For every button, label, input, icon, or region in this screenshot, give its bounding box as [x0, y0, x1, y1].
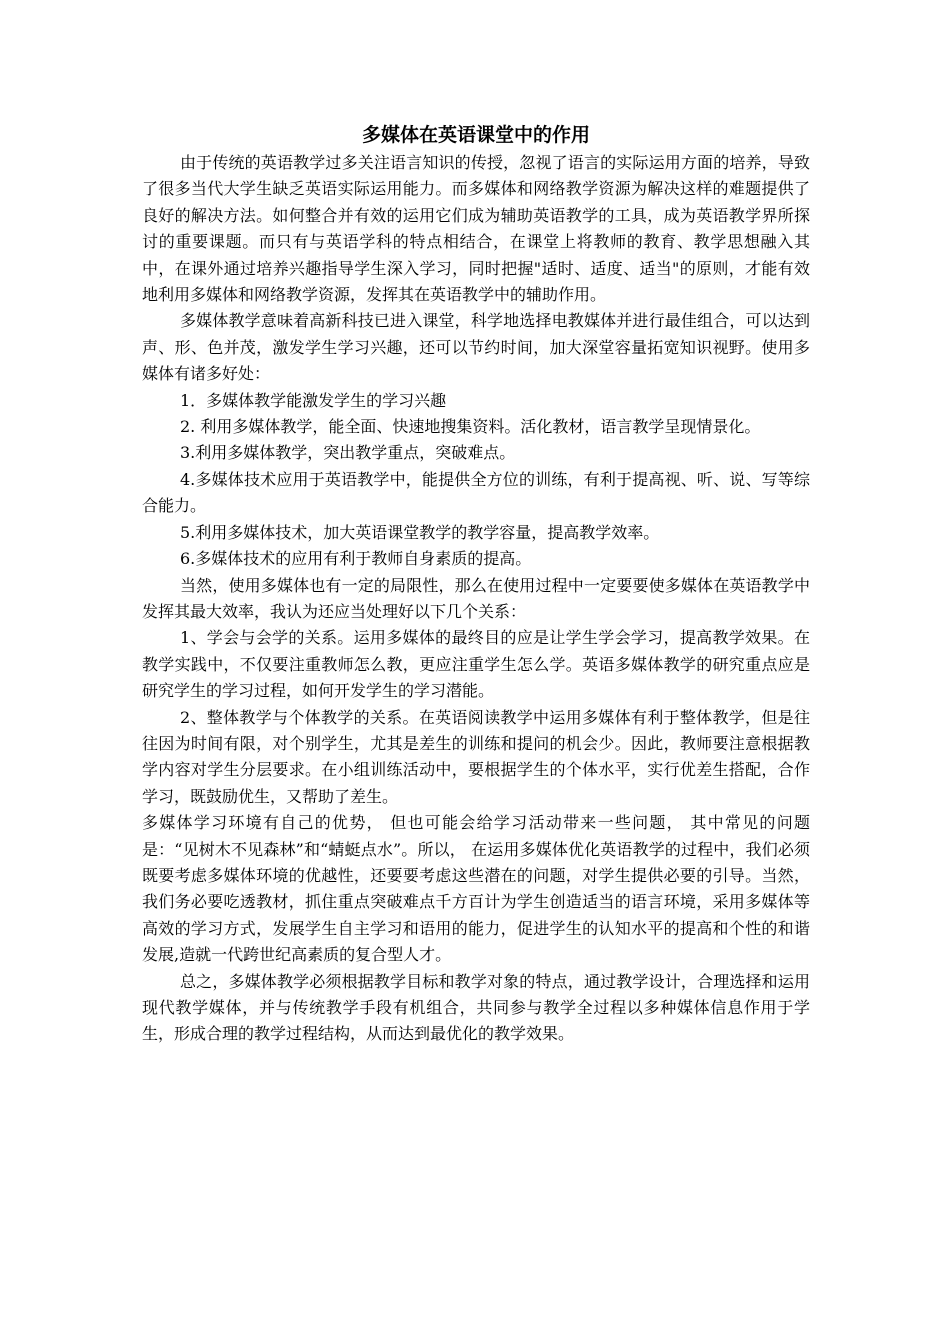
paragraph-benefits-intro: 多媒体教学意味着高新科技已进入课堂，科学地选择电教媒体并进行最佳组合，可以达到声、形、色并茂，激发学生学习兴趣，还可以节约时间，加大深堂容量拓宽知识视野。使用多媒体有诸多好处： [142, 311, 810, 384]
list-item-benefit-6: 6.多媒体技术的应用有利于教师自身素质的提高。 [180, 549, 532, 569]
paragraph-conclusion: 总之，多媒体教学必须根据教学目标和教学对象的特点，通过教学设计，合理选择和运用现代教学媒体，并与传统教学手段有机组合，共同参与教学全过程以多种媒体信息作用于学生，形成合理的教学过程结构，从而达到最优化的教学效果。 [142, 971, 810, 1044]
list-item-benefit-4: 4.多媒体技术应用于英语教学中，能提供全方位的训练，有利于提高视、听、说、写等综合能力。 [142, 469, 810, 516]
paragraph-relation-2: 2、整体教学与个体教学的关系。在英语阅读教学中运用多媒体有利于整体教学，但是往往因为时间有限，对个别学生，尤其是差生的训练和提问的机会少。因此，教师要注意根据教学内容对学生分层要求。在小组训练活动中，要根据学生的个体水平，实行优差生搭配，合作学习，既鼓励优生，又帮助了差生。 [142, 707, 810, 806]
list-item-benefit-5: 5.利用多媒体技术，加大英语课堂教学的教学容量，提高教学效率。 [180, 522, 660, 542]
list-item-benefit-1: 1．多媒体教学能激发学生的学习兴趣 [180, 390, 447, 410]
paragraph-intro: 由于传统的英语教学过多关注语言知识的传授，忽视了语言的实际运用方面的培养，导致了很多当代大学生缺乏英语实际运用能力。而多媒体和网络教学资源为解决这样的难题提供了良好的解决方法。如何整合并有效的运用它们成为辅助英语教学的工具，成为英语教学界所探讨的重要课题。而只有与英语学科的特点相结合，在课堂上将教师的教育、教学思想融入其中，在课外通过培养兴趣指导学生深入学习，同时把握"适时、适度、适当"的原则，才能有效地利用多媒体和网络教学资源，发挥其在英语教学中的辅助作用。 [142, 153, 810, 305]
paragraph-environment: 多媒体学习环境有自己的优势， 但也可能会给学习活动带来一些问题， 其中常见的问题是：“见树木不见森林”和“蜻蜓点水”。所以， 在运用多媒体优化英语教学的过程中，我们必须既要考虑多媒体环境的优越性，还要要考虑这些潜在的问题，对学生提供必要的引导。当然，我们务必要吃透教材，抓住重点突破难点千方百计为学生创造适当的语言环境，采用多媒体等高效的学习方式，发展学生自主学习和语用的能力，促进学生的认知水平的提高和个性的和谐发展,造就一代跨世纪高素质的复合型人才。 [142, 813, 810, 965]
document-title: 多媒体在英语课堂中的作用 [361, 124, 590, 146]
document-page [142, 120, 810, 1048]
paragraph-limitations: 当然，使用多媒体也有一定的局限性，那么在使用过程中一定要要使多媒体在英语教学中发挥其最大效率，我认为还应当处理好以下几个关系： [142, 575, 810, 621]
paragraph-relation-1: 1、学会与会学的关系。运用多媒体的最终目的应是让学生学会学习，提高教学效果。在教学实践中，不仅要注重教师怎么教，更应注重学生怎么学。英语多媒体教学的研究重点应是研究学生的学习过程，如何开发学生的学习潜能。 [142, 628, 810, 701]
list-item-benefit-3: 3.利用多媒体教学，突出教学重点，突破难点。 [180, 443, 516, 463]
list-item-benefit-2: 2. 利用多媒体教学，能全面、快速地搜集资料。活化教材，语言教学呈现情景化。 [180, 417, 761, 437]
